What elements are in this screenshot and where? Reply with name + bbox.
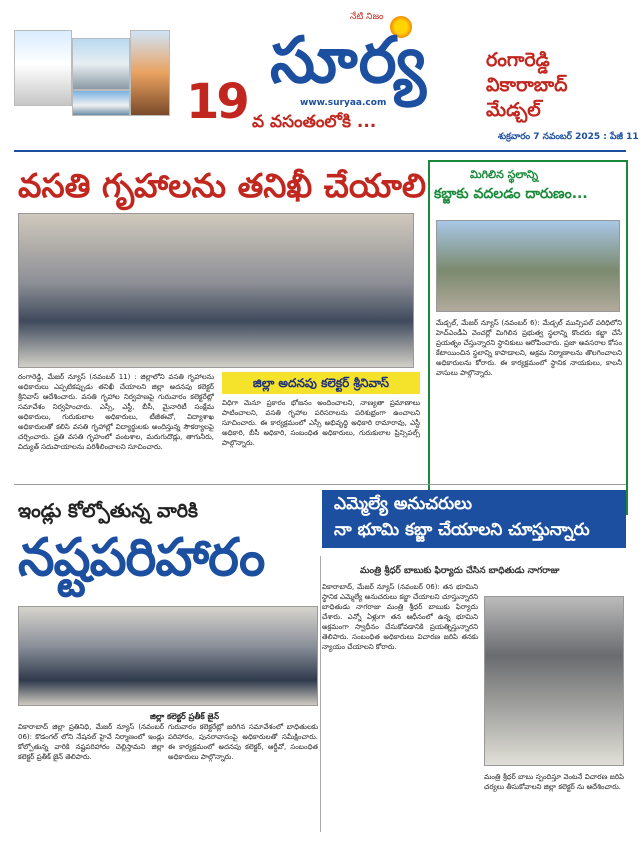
story1-photo xyxy=(18,213,414,368)
story2-photo xyxy=(18,606,318,706)
edition-medchal: మేడ్చల్ xyxy=(486,99,541,121)
tagline: నేటి నిజం xyxy=(350,12,384,22)
website[interactable]: www.suryaa.com xyxy=(300,98,387,108)
temple-photo xyxy=(14,30,72,106)
story3-photo xyxy=(484,596,624,766)
anniversary-number: 19 xyxy=(186,74,247,130)
story3-headline-line1: ఎమ్మెల్యే అనుచరులు xyxy=(334,494,473,514)
edition-vikarabad: వికారాబాద్ xyxy=(486,74,568,96)
story2-body-right: గురువారం కలెక్టరేట్లో జరిగిన సమావేశంలో బాధితులకు పరిహారం, పునరావాసంపై అధికారులతో సమీక్షించారు. ఈ కార్యక్రమంలో అదనపు కలెక్టర్, ఆర్డీవో, సంబంధిత అధికారులు పాల్గొన్నారు. xyxy=(168,723,318,761)
edition-rangareddy: రంగారెడ్డి xyxy=(486,49,550,71)
sidebar-kicker: మిగిలిన స్థలాన్ని xyxy=(470,168,539,181)
sidebar-body: మేడ్చల్, మేజర్ న్యూస్ (నవంబర్ 6): మేడ్చల్ మున్సిపల్ పరిధిలోని హెచ్ఎండీఏ వెంచర్లో మిగిలిన ప్రభుత్వ స్థలాన్ని కొందరు కబ్జా చేసే ప్రయత్నం చేస్తున్నారని స్థానికులు ఆరోపించారు. ప్రజా అవసరాల కోసం కేటాయించిన స్థలాన్ని కాపాడాలని, అక్రమ నిర్మాణాలను తొలగించాలని అధికారులను కోరారు. ఈ కార్యక్రమంలో స్థానిక నాయకులు, కాలనీ వాసులు పాల్గొన్నారు. xyxy=(436,319,622,377)
masthead-rule xyxy=(14,150,626,152)
anniversary-text: వ వసంతంలోకి ... xyxy=(252,112,377,132)
newspaper-logo: సూర్య xyxy=(270,24,427,98)
sidebar-headline: కబ్జాకు వదలడం దారుణం... xyxy=(434,186,588,202)
story1-body-left: రంగారెడ్డి, మేజర్ న్యూస్ (నవంబర్ 11) : జిల్లాలోని వసతి గృహాలను అధికారులు ఎప్పటికప్పుడు తనిఖీ చేయాలని జిల్లా అదనపు కలెక్టర్ శ్రీనివాస్ ఆదేశించారు. వసతి గృహాల నిర్వహణపై గురువారం కలెక్టరేట్లో సమావేశం నిర్వహించారు. ఎస్సీ, ఎస్టీ, బీసీ, మైనారిటీ సంక్షేమ అధికారులు, గురుకులాల అధికారులు, టీజీఈవో, విద్యాశాఖ అధికారులతో కలిసి వసతి గృహాల్లో విద్యార్థులకు అందిస్తున్న సౌకర్యాలపై చర్చించారు. ప్రతి వసతి గృహంలో వంటశాల, మరుగుదొడ్లు, తాగునీరు, విద్యుత్ సదుపాయాలను పరిశీలించాలని సూచించారు. xyxy=(18,373,214,451)
story2-headline-top: ఇండ్లు కోల్పోతున్న వారికి xyxy=(18,500,198,522)
statue-photo xyxy=(130,30,170,116)
story1-headline: వసతి గృహాలను తనిఖీ చేయాలి xyxy=(18,166,427,205)
story3-body-bottom: మంత్రి శ్రీధర్ బాబు స్పందిస్తూ వెంటనే విచారణ జరిపి చర్యలు తీసుకోవాలని జిల్లా కలెక్టర్ ను ఆదేశించారు. xyxy=(484,773,624,791)
story1-caption: జిల్లా అదనపు కలెక్టర్ శ్రీనివాస్ xyxy=(222,372,420,394)
story3-headline-line2: నా భూమి కబ్జా చేయాలని చూస్తున్నారు xyxy=(334,520,590,540)
story1-body-right: విధిగా మెనూ ప్రకారం భోజనం అందించాలని, నాణ్యతా ప్రమాణాలు పాటించాలని, వసతి గృహాల పరిసరాలను పరిశుభ్రంగా ఉంచాలని సూచించారు. ఈ కార్యక్రమంలో ఎస్సీ అభివృద్ధి అధికారి రామారావు, ఎస్టీ అధికారి, బీసీ అధికారి, సంబంధిత అధికారులు, గురుకులాల ప్రిన్సిపల్స్ పాల్గొన్నారు. xyxy=(222,399,420,447)
story2-caption: జిల్లా కలెక్టర్ ప్రతీక్ జైన్ xyxy=(150,712,219,721)
story3-body: వికారాబాద్, మేజర్ న్యూస్ (నవంబర్ 06): తన భూమిని స్థానిక ఎమ్మెల్యే అనుచరులు కబ్జా చేయాలని చూస్తున్నారని బాధితుడు నాగరాజు మంత్రి శ్రీధర్ బాబుకు ఫిర్యాదు చేశారు. ఎన్నో ఏళ్లుగా తన ఆధీనంలో ఉన్న భూమిని అక్రమంగా స్వాధీనం చేసుకోవడానికి ప్రయత్నిస్తున్నారని తెలిపారు. సంబంధిత అధికారులు విచారణ జరిపి తనకు న్యాయం చేయాలని కోరారు. xyxy=(322,583,478,651)
section-rule xyxy=(14,484,626,485)
column-divider xyxy=(320,556,321,832)
metro-photo xyxy=(72,90,130,116)
story2-headline-main: నష్టపరిహారం xyxy=(18,528,265,588)
edition-names xyxy=(486,48,636,123)
sidebar-photo xyxy=(436,220,620,312)
issue-date: శుక్రవారం 7 నవంబర్ 2025 : పేజీ 11 xyxy=(498,132,639,142)
story3-kicker: మంత్రి శ్రీధర్ బాబుకు ఫిర్యాదు చేసిన బాధితుడు నాగరాజు xyxy=(360,566,560,576)
story2-body-left: వికారాబాద్ జిల్లా ప్రతినిధి, మేజర్ న్యూస్ (నవంబర్ 06): కొడంగల్ లోని నేషనల్ హైవే నిర్మాణంలో ఇండ్లు కోల్పోతున్న వారికి నష్టపరిహారం చెల్లిస్తామని జిల్లా కలెక్టర్ ప్రతీక్ జైన్ తెలిపారు. xyxy=(18,723,164,761)
airport-photo xyxy=(72,38,130,90)
